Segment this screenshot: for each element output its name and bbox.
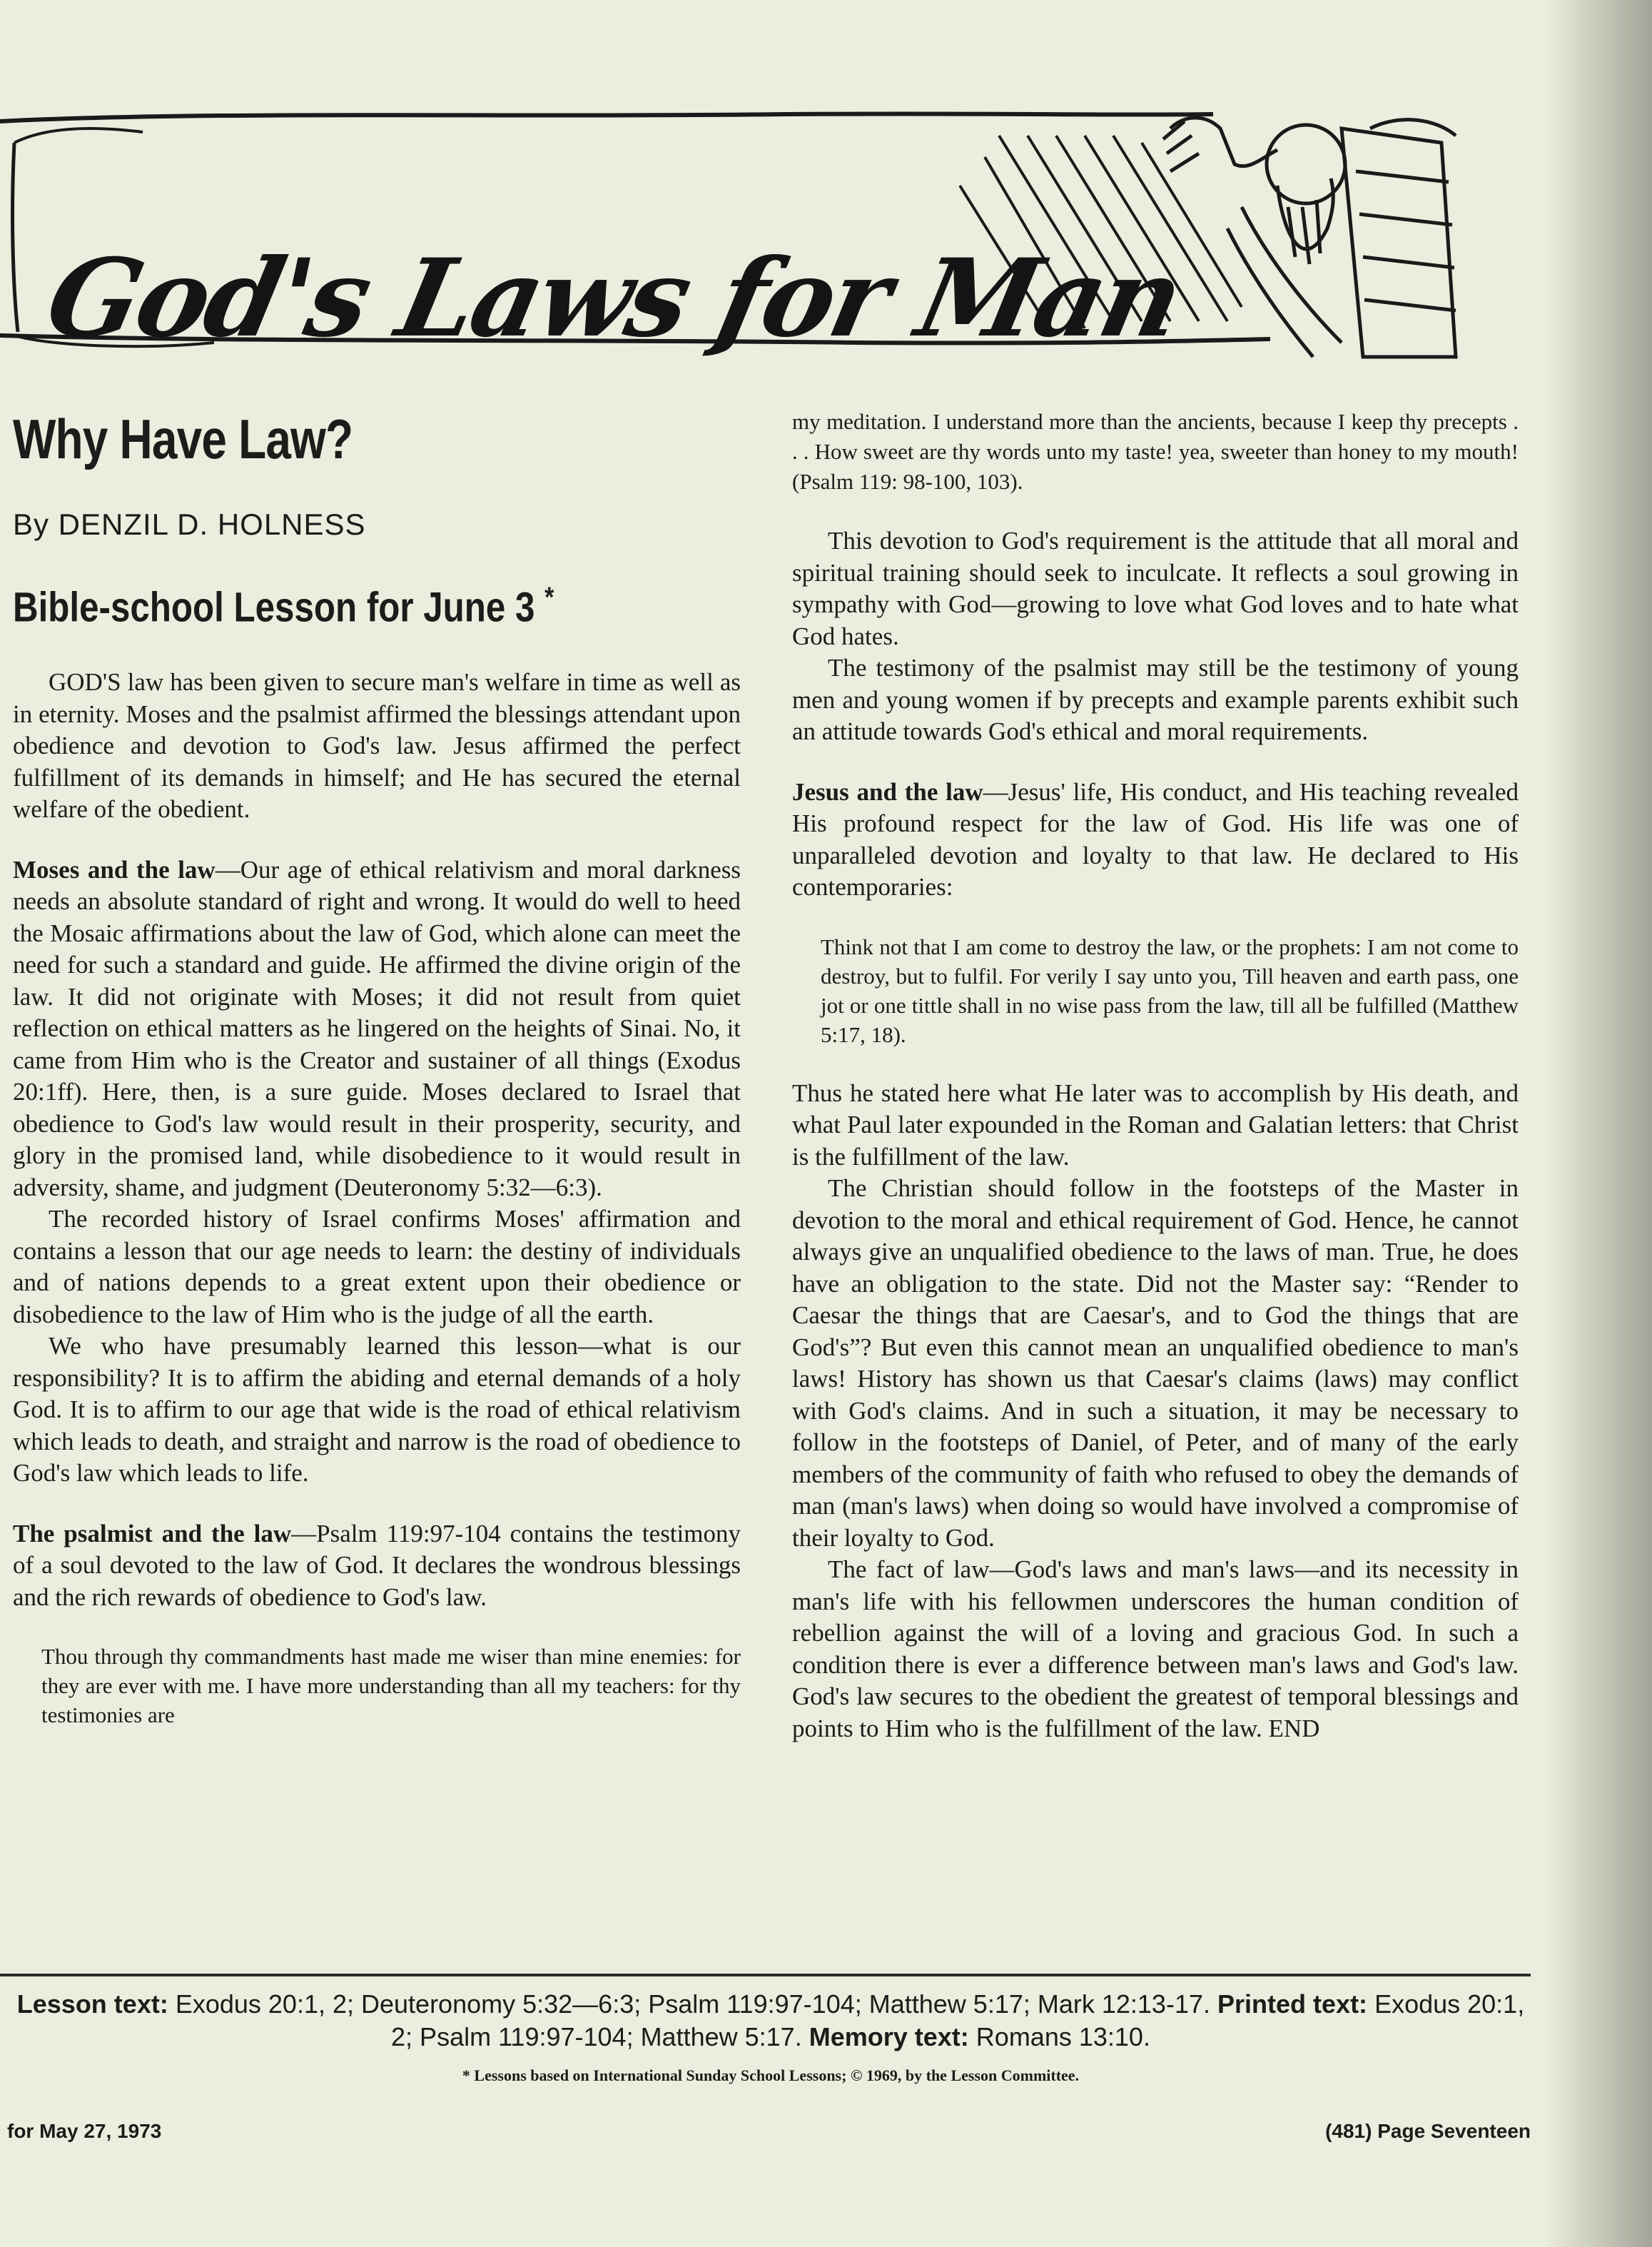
psalmist-paragraph xyxy=(13,1518,741,1614)
lesson-heading xyxy=(13,582,632,631)
psalm-quote: Thou through thy commandments hast made me wiser than mine enemies: for they are ever with me. I have more understanding than all my teachers: for thy testimonies are xyxy=(41,1644,741,1728)
jesus-paragraph xyxy=(792,777,1519,904)
responsibility-paragraph: We who have presumably learned this lesson—what is our responsibility? It is to affirm the abiding and eternal demands of a holy God. It is to affirm to our age that wide is the road of ethical relativism which leads to death, and straight and narrow is the road of obedience to God's law which leads to life. xyxy=(13,1332,741,1488)
byline: By DENZIL D. HOLNESS xyxy=(13,508,366,541)
left-column xyxy=(13,400,741,1758)
jesus-subhead: Jesus and the law xyxy=(792,777,983,806)
lesson-heading-mark: * xyxy=(544,582,554,613)
lesson-heading-text: Bible-school Lesson for June 3 xyxy=(13,584,535,631)
divider xyxy=(0,1974,1531,1976)
footer-date: for May 27, 1973 xyxy=(7,2120,162,2142)
lesson-text-block xyxy=(11,1988,1531,2054)
footnote: * Lessons based on International Sunday School Lessons; © 1969, by the Lesson Committee. xyxy=(462,2066,1080,2084)
matthew-quote: Think not that I am come to destroy the law, or the prophets: I am not come to destroy, but to fulfil. For verily I say unto you, Till heaven and earth pass, one jot or one tittle shall in no wise pass from the law, till all be fulfilled (Matthew 5:17, 18). xyxy=(821,934,1519,1047)
moses-subhead: Moses and the law xyxy=(13,855,216,884)
devotion-paragraph: This devotion to God's requirement is the attitude that all moral and spiritual training should seek to inculcate. It reflects a soul growing in sympathy with God—growing to love what God loves and to hate what God hates. xyxy=(792,527,1519,650)
moses-with-tablets-icon xyxy=(1156,86,1484,371)
printed-text-label: Printed text: xyxy=(1217,1989,1368,2019)
jesus-text: —Jesus' life, His conduct, and His teaching revealed His profound respect for the law of God. His life was one of unparalleled devotion and loyalty to that law. He declared to His contemporaries: xyxy=(792,777,1519,901)
banner-title: God's Laws for Man xyxy=(36,236,1191,361)
memory-text-value: Romans 13:10. xyxy=(976,2022,1150,2051)
moses-paragraph xyxy=(13,854,741,1204)
lesson-text-value: Exodus 20:1, 2; Deuteronomy 5:32—6:3; Psalm 119:97-104; Matthew 5:17; Mark 12:13-17. xyxy=(175,1989,1210,2019)
article-title: Why Have Law? xyxy=(13,408,353,470)
psalmist-text: —Psalm 119:97-104 contains the testimony of a soul devoted to the law of God. It declares the wondrous blessings and the rich rewards of obedience to God's law. xyxy=(13,1519,741,1611)
christian-paragraph: The Christian should follow in the footsteps of the Master in devotion to the moral and ethical requirement of God. Hence, he cannot always give an unqualified obedience to the laws of man. True, he does have an obligation to the state. Did not the Master say: “Render to Caesar the things that are Caesar's, and to God the things that are God's”? But even this cannot mean an unqualified obedience to man's laws! History has shown us that Caesar's claims (laws) may conflict with God's claims. And in such a situation, it may be necessary to follow in the footsteps of Daniel, of Peter, and of many of the early members of the community of faith who refused to obey the demands of man (man's laws) when doing so would have involved a compromise of their loyalty to God. xyxy=(792,1174,1519,1552)
page-edge-shadow xyxy=(1545,0,1652,2247)
fulfillment-paragraph: Thus he stated here what He later was to accomplish by His death, and what Paul later expounded in the Roman and Galatian letters: that Christ is the fulfillment of the law. xyxy=(792,1079,1519,1171)
history-paragraph: The recorded history of Israel confirms Moses' affirmation and contains a lesson that our age needs to learn: the destiny of individuals and of nations depends to a great extent upon their obedience or disobedience to the law of Him who is the judge of all the earth. xyxy=(13,1205,741,1328)
moses-text: —Our age of ethical relativism and moral darkness needs an absolute standard of right and wrong. It would do well to heed the Mosaic affirmations about the law of God, which alone can meet the need for such a standard and guide. He affirmed the divine origin of the law. It did not originate with Moses; it did not result from quiet reflection on ethical matters as he lingered on the heights of Sinai. No, it came from Him who is the Creator and sustainer of all things (Exodus 20:1ff). Here, then, is a sure guide. Moses declared to Israel that obedience to God's law would result in their prosperity, security, and glory in the promised land, while disobedience to it would result in adversity, shame, and judgment (Deuteronomy 5:32—6:3). xyxy=(13,855,741,1201)
footer-page-number: (481) Page Seventeen xyxy=(1325,2120,1531,2142)
psalmist-subhead: The psalmist and the law xyxy=(13,1519,292,1547)
lesson-text-label: Lesson text: xyxy=(16,1989,168,2019)
intro-paragraph: GOD'S law has been given to secure man's welfare in time as well as in eternity. Moses and the psalmist affirmed the blessings attendant upon obedience and devotion to God's law. Jesus affirmed the perfect fulfillment of its demands in himself; and He has secured the eternal welfare of the obedient. xyxy=(13,668,741,824)
memory-text-label: Memory text: xyxy=(809,2022,969,2051)
printed-text-value: Exodus 20:1, 2; Psalm 119:97-104; Matthew 5:17. xyxy=(391,1989,1525,2051)
testimony-paragraph: The testimony of the psalmist may still be the testimony of young men and young women if by precepts and example parents exhibit such an attitude towards God's ethical and moral requirements. xyxy=(792,654,1519,745)
right-column xyxy=(792,407,1519,1744)
conclusion-paragraph: The fact of law—God's laws and man's laws—and its necessity in man's life with his fellowmen underscores the human condition of rebellion against the will of a loving and gracious God. In such a condition there is ever a difference between man's laws and God's law. God's law secures to the obedient the greatest of temporal blessings and points to Him who is the fulfillment of the law. END xyxy=(792,1555,1519,1742)
psalm-quote-continued: my meditation. I understand more than the ancients, because I keep thy precepts . . . How sweet are thy words unto my taste! yea, sweeter than honey to my mouth! (Psalm 119: 98-100, 103). xyxy=(792,409,1519,494)
banner xyxy=(0,100,1541,385)
